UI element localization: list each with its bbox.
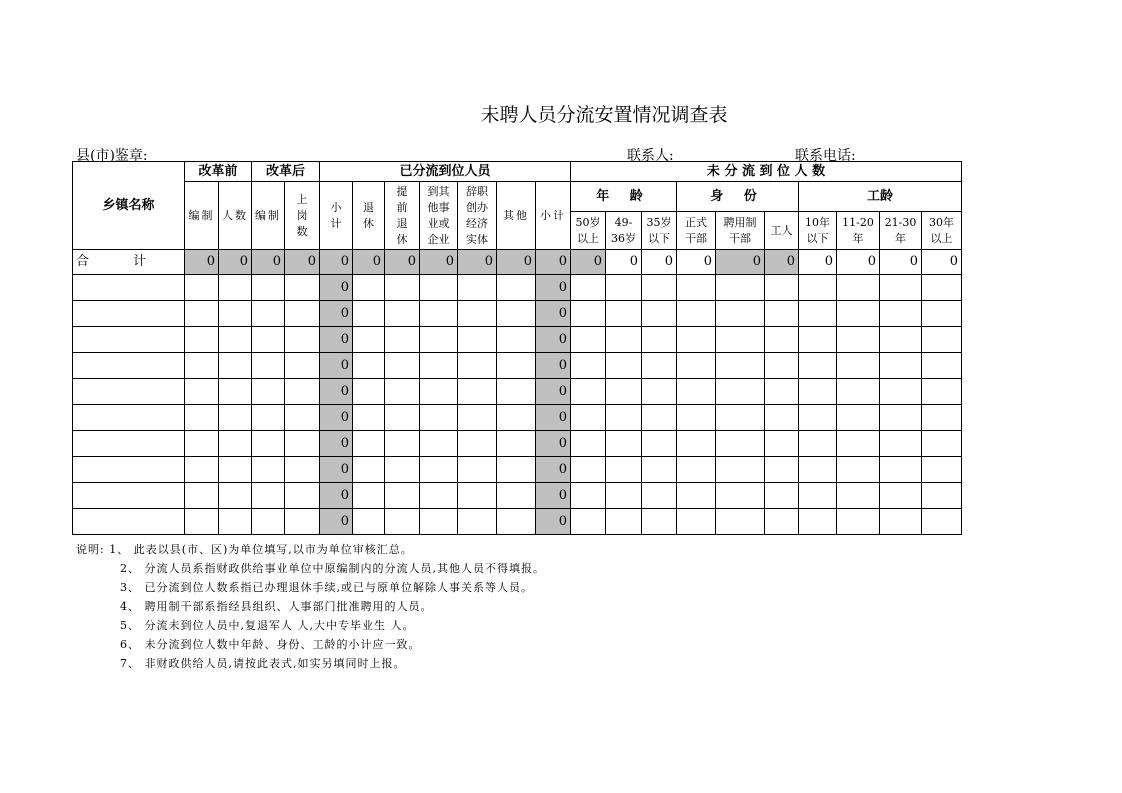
data-cell[interactable] <box>677 431 716 457</box>
data-cell[interactable] <box>922 509 962 535</box>
data-cell[interactable] <box>716 509 765 535</box>
data-cell[interactable] <box>252 301 285 327</box>
data-cell[interactable] <box>285 379 320 405</box>
placed-subtotal-cell: 0 <box>320 405 353 431</box>
data-cell[interactable] <box>677 327 716 353</box>
data-cell[interactable] <box>799 275 837 301</box>
col-own-business: 辞职 创办 经济 实体 <box>458 182 497 250</box>
data-cell[interactable] <box>880 509 922 535</box>
placed-subtotal-cell: 0 <box>320 509 353 535</box>
data-cell[interactable] <box>677 483 716 509</box>
data-cell[interactable] <box>219 405 252 431</box>
data-cell[interactable] <box>353 353 385 379</box>
data-cell[interactable] <box>837 405 880 431</box>
col-subtotal-unplaced: 小计 <box>536 182 571 250</box>
note-line-5: 5、 分流未到位人员中,复退军人 人,大中专毕业生 人。 <box>120 619 415 632</box>
data-cell[interactable] <box>458 457 497 483</box>
data-cell[interactable] <box>716 275 765 301</box>
data-cell[interactable] <box>765 353 799 379</box>
data-cell[interactable] <box>837 301 880 327</box>
data-cell[interactable] <box>765 431 799 457</box>
unplaced-subtotal-cell: 0 <box>536 509 571 535</box>
data-cell[interactable] <box>677 353 716 379</box>
data-cell[interactable] <box>252 353 285 379</box>
placed-subtotal-cell: 0 <box>320 327 353 353</box>
data-cell[interactable] <box>219 379 252 405</box>
data-cell[interactable] <box>606 483 642 509</box>
note-line-7: 7、 非财政供给人员,请按此表式,如实另填同时上报。 <box>120 657 406 670</box>
age-group-header: 年 龄 <box>571 182 677 212</box>
data-cell[interactable] <box>353 405 385 431</box>
col-age-50-plus: 50岁 以上 <box>571 212 606 250</box>
data-cell[interactable] <box>880 353 922 379</box>
data-cell[interactable] <box>385 483 420 509</box>
col-seniority-10-below: 10年 以下 <box>799 212 837 250</box>
data-cell[interactable] <box>420 327 458 353</box>
data-cell[interactable] <box>252 483 285 509</box>
data-cell[interactable] <box>922 457 962 483</box>
data-cell[interactable] <box>252 327 285 353</box>
data-cell[interactable] <box>385 509 420 535</box>
col-worker: 工人 <box>765 212 799 250</box>
data-cell[interactable] <box>606 457 642 483</box>
data-cell[interactable] <box>285 483 320 509</box>
unplaced-subtotal-cell: 0 <box>536 301 571 327</box>
data-cell[interactable] <box>252 379 285 405</box>
data-cell[interactable] <box>285 457 320 483</box>
note-line-3: 3、 已分流到位人数系指已办理退休手续,或已与原单位解除人事关系等人员。 <box>120 581 533 594</box>
data-cell[interactable] <box>642 509 677 535</box>
data-cell[interactable] <box>642 405 677 431</box>
page-title: 未聘人员分流安置情况调查表 <box>480 104 728 126</box>
unplaced-subtotal-cell: 0 <box>536 483 571 509</box>
col-quota-after: 编制 <box>252 182 285 250</box>
data-cell[interactable] <box>606 353 642 379</box>
data-cell[interactable] <box>837 327 880 353</box>
data-cell[interactable] <box>716 483 765 509</box>
data-cell[interactable] <box>185 275 219 301</box>
data-cell[interactable] <box>677 457 716 483</box>
data-cell[interactable] <box>765 327 799 353</box>
data-cell[interactable] <box>922 431 962 457</box>
unplaced-subtotal-cell: 0 <box>536 327 571 353</box>
data-cell[interactable] <box>185 483 219 509</box>
data-cell[interactable] <box>799 327 837 353</box>
col-to-other-units: 到其 他事 业或 企业 <box>420 182 458 250</box>
data-cell[interactable] <box>219 301 252 327</box>
total-cell: 0 <box>497 250 536 275</box>
data-cell[interactable] <box>353 457 385 483</box>
data-cell[interactable] <box>252 457 285 483</box>
data-cell[interactable] <box>420 483 458 509</box>
data-cell[interactable] <box>799 301 837 327</box>
data-cell[interactable] <box>642 431 677 457</box>
data-cell[interactable] <box>837 379 880 405</box>
total-cell: 0 <box>385 250 420 275</box>
table-row <box>73 379 962 405</box>
town-name-cell[interactable] <box>73 327 185 353</box>
data-cell[interactable] <box>458 327 497 353</box>
table-row <box>73 509 962 535</box>
data-cell[interactable] <box>642 327 677 353</box>
data-cell[interactable] <box>642 353 677 379</box>
data-cell[interactable] <box>420 353 458 379</box>
data-cell[interactable] <box>185 509 219 535</box>
placed-subtotal-cell: 0 <box>320 353 353 379</box>
total-cell: 0 <box>922 250 962 275</box>
data-cell[interactable] <box>571 353 606 379</box>
data-cell[interactable] <box>799 509 837 535</box>
town-name-header: 乡镇名称 <box>73 162 185 250</box>
data-cell[interactable] <box>571 327 606 353</box>
unplaced-subtotal-cell: 0 <box>536 353 571 379</box>
data-cell[interactable] <box>219 275 252 301</box>
data-cell[interactable] <box>716 301 765 327</box>
town-name-cell[interactable] <box>73 509 185 535</box>
total-row <box>73 250 962 275</box>
data-cell[interactable] <box>285 509 320 535</box>
data-cell[interactable] <box>922 301 962 327</box>
before-reform-header: 改革前 <box>185 162 252 182</box>
data-cell[interactable] <box>716 327 765 353</box>
table-row <box>73 457 962 483</box>
seniority-group-header: 工龄 <box>799 182 962 212</box>
data-cell[interactable] <box>716 379 765 405</box>
town-name-cell[interactable] <box>73 353 185 379</box>
town-name-cell[interactable] <box>73 405 185 431</box>
data-cell[interactable] <box>880 483 922 509</box>
data-cell[interactable] <box>765 457 799 483</box>
data-cell[interactable] <box>799 379 837 405</box>
data-cell[interactable] <box>571 483 606 509</box>
data-cell[interactable] <box>922 483 962 509</box>
col-other: 其他 <box>497 182 536 250</box>
data-cell[interactable] <box>385 431 420 457</box>
data-cell[interactable] <box>677 509 716 535</box>
col-seniority-30-plus: 30年 以上 <box>922 212 962 250</box>
placed-subtotal-cell: 0 <box>320 275 353 301</box>
placed-group-header: 已分流到位人员 <box>320 162 571 182</box>
total-cell: 0 <box>799 250 837 275</box>
data-cell[interactable] <box>571 509 606 535</box>
data-cell[interactable] <box>765 275 799 301</box>
col-on-post: 上 岗 数 <box>285 182 320 250</box>
unplaced-subtotal-cell: 0 <box>536 275 571 301</box>
col-subtotal: 小 计 <box>320 182 353 250</box>
total-cell: 0 <box>571 250 606 275</box>
total-cell: 0 <box>642 250 677 275</box>
data-cell[interactable] <box>716 431 765 457</box>
data-cell[interactable] <box>799 483 837 509</box>
note-line-4: 4、 聘用制干部系指经县组织、人事部门批准聘用的人员。 <box>120 600 433 613</box>
data-cell[interactable] <box>880 379 922 405</box>
data-cell[interactable] <box>353 431 385 457</box>
total-cell: 0 <box>285 250 320 275</box>
data-cell[interactable] <box>353 483 385 509</box>
town-name-cell[interactable] <box>73 275 185 301</box>
placed-subtotal-cell: 0 <box>320 301 353 327</box>
data-cell[interactable] <box>385 301 420 327</box>
survey-table <box>72 161 962 535</box>
data-cell[interactable] <box>420 405 458 431</box>
data-cell[interactable] <box>497 327 536 353</box>
data-cell[interactable] <box>353 301 385 327</box>
data-cell[interactable] <box>420 457 458 483</box>
data-cell[interactable] <box>880 457 922 483</box>
data-cell[interactable] <box>458 275 497 301</box>
data-cell[interactable] <box>385 327 420 353</box>
data-cell[interactable] <box>420 301 458 327</box>
data-cell[interactable] <box>922 379 962 405</box>
data-cell[interactable] <box>716 353 765 379</box>
data-cell[interactable] <box>765 379 799 405</box>
total-cell: 0 <box>252 250 285 275</box>
data-cell[interactable] <box>922 275 962 301</box>
data-cell[interactable] <box>385 379 420 405</box>
placed-subtotal-cell: 0 <box>320 431 353 457</box>
data-cell[interactable] <box>185 457 219 483</box>
data-cell[interactable] <box>677 379 716 405</box>
data-cell[interactable] <box>252 431 285 457</box>
data-cell[interactable] <box>497 483 536 509</box>
data-cell[interactable] <box>642 483 677 509</box>
data-cell[interactable] <box>606 327 642 353</box>
data-cell[interactable] <box>880 431 922 457</box>
data-cell[interactable] <box>922 405 962 431</box>
data-cell[interactable] <box>799 457 837 483</box>
data-cell[interactable] <box>606 509 642 535</box>
data-cell[interactable] <box>837 275 880 301</box>
unplaced-subtotal-cell: 0 <box>536 457 571 483</box>
data-cell[interactable] <box>285 431 320 457</box>
data-cell[interactable] <box>922 353 962 379</box>
contact-phone-label: 联系电话: <box>795 148 856 164</box>
contact-person-label: 联系人: <box>627 148 674 164</box>
data-cell[interactable] <box>353 327 385 353</box>
placed-subtotal-cell: 0 <box>320 483 353 509</box>
data-cell[interactable] <box>880 327 922 353</box>
note-line-1: 说明: 1、 此表以县(市、区)为单位填写,以市为单位审核汇总。 <box>76 543 413 556</box>
data-cell[interactable] <box>219 457 252 483</box>
identity-group-header: 身 份 <box>677 182 799 212</box>
data-cell[interactable] <box>880 301 922 327</box>
col-seniority-21-30: 21-30 年 <box>880 212 922 250</box>
data-cell[interactable] <box>606 405 642 431</box>
table-row <box>73 431 962 457</box>
note-line-2: 2、 分流人员系指财政供给事业单位中原编制内的分流人员,其他人员不得填报。 <box>120 562 545 575</box>
data-cell[interactable] <box>458 509 497 535</box>
data-cell[interactable] <box>285 301 320 327</box>
town-name-cell[interactable] <box>73 431 185 457</box>
data-cell[interactable] <box>677 405 716 431</box>
table-row <box>73 301 962 327</box>
col-early-retired: 提 前 退 休 <box>385 182 420 250</box>
total-cell: 0 <box>880 250 922 275</box>
data-cell[interactable] <box>606 431 642 457</box>
data-cell[interactable] <box>497 301 536 327</box>
table-row <box>73 327 962 353</box>
data-cell[interactable] <box>285 405 320 431</box>
total-cell: 0 <box>353 250 385 275</box>
data-cell[interactable] <box>420 275 458 301</box>
data-cell[interactable] <box>497 275 536 301</box>
data-cell[interactable] <box>353 379 385 405</box>
total-cell: 0 <box>837 250 880 275</box>
col-retired: 退 休 <box>353 182 385 250</box>
col-seniority-11-20: 11-20 年 <box>837 212 880 250</box>
total-cell: 0 <box>716 250 765 275</box>
data-cell[interactable] <box>571 405 606 431</box>
data-cell[interactable] <box>185 301 219 327</box>
col-headcount: 人数 <box>219 182 252 250</box>
county-seal-label: 县(市)鉴章: <box>76 148 148 164</box>
data-cell[interactable] <box>497 509 536 535</box>
table-row <box>73 353 962 379</box>
data-cell[interactable] <box>497 457 536 483</box>
after-reform-header: 改革后 <box>252 162 320 182</box>
table-row <box>73 405 962 431</box>
data-cell[interactable] <box>353 275 385 301</box>
total-cell: 0 <box>420 250 458 275</box>
data-cell[interactable] <box>353 509 385 535</box>
total-cell: 0 <box>536 250 571 275</box>
data-cell[interactable] <box>252 275 285 301</box>
unplaced-subtotal-cell: 0 <box>536 379 571 405</box>
col-quota: 编制 <box>185 182 219 250</box>
data-cell[interactable] <box>420 431 458 457</box>
data-cell[interactable] <box>837 483 880 509</box>
data-cell[interactable] <box>385 353 420 379</box>
data-cell[interactable] <box>458 353 497 379</box>
data-cell[interactable] <box>252 405 285 431</box>
table-row <box>73 275 962 301</box>
data-cell[interactable] <box>799 405 837 431</box>
data-cell[interactable] <box>606 379 642 405</box>
total-cell: 0 <box>677 250 716 275</box>
total-cell: 0 <box>458 250 497 275</box>
col-formal-cadre: 正式 干部 <box>677 212 716 250</box>
data-cell[interactable] <box>837 353 880 379</box>
data-cell[interactable] <box>642 457 677 483</box>
data-cell[interactable] <box>837 457 880 483</box>
data-cell[interactable] <box>219 431 252 457</box>
data-cell[interactable] <box>497 353 536 379</box>
data-cell[interactable] <box>285 353 320 379</box>
data-cell[interactable] <box>677 301 716 327</box>
data-cell[interactable] <box>606 275 642 301</box>
placed-subtotal-cell: 0 <box>320 379 353 405</box>
total-cell: 0 <box>219 250 252 275</box>
data-cell[interactable] <box>458 483 497 509</box>
data-cell[interactable] <box>799 431 837 457</box>
data-cell[interactable] <box>497 379 536 405</box>
data-cell[interactable] <box>571 457 606 483</box>
data-cell[interactable] <box>185 431 219 457</box>
data-cell[interactable] <box>642 301 677 327</box>
data-cell[interactable] <box>219 509 252 535</box>
note-line-6: 6、 未分流到位人数中年龄、身份、工龄的小计应一致。 <box>120 638 421 651</box>
col-age-35-below: 35岁 以下 <box>642 212 677 250</box>
data-cell[interactable] <box>285 327 320 353</box>
data-cell[interactable] <box>497 431 536 457</box>
data-cell[interactable] <box>285 275 320 301</box>
unplaced-group-header: 未 分 流 到 位 人 数 <box>571 162 962 182</box>
data-cell[interactable] <box>642 379 677 405</box>
data-cell[interactable] <box>185 327 219 353</box>
unplaced-subtotal-cell: 0 <box>536 431 571 457</box>
data-cell[interactable] <box>837 509 880 535</box>
total-cell: 0 <box>185 250 219 275</box>
data-cell[interactable] <box>922 327 962 353</box>
town-name-cell[interactable] <box>73 301 185 327</box>
data-cell[interactable] <box>765 405 799 431</box>
col-age-49-36: 49- 36岁 <box>606 212 642 250</box>
notes <box>76 540 545 673</box>
data-cell[interactable] <box>677 275 716 301</box>
data-cell[interactable] <box>458 379 497 405</box>
total-cell: 0 <box>765 250 799 275</box>
town-name-cell[interactable] <box>73 483 185 509</box>
data-cell[interactable] <box>252 509 285 535</box>
data-cell[interactable] <box>219 483 252 509</box>
data-cell[interactable] <box>765 509 799 535</box>
data-cell[interactable] <box>185 379 219 405</box>
col-contract-cadre: 聘用制 干部 <box>716 212 765 250</box>
total-label: 合 计 <box>73 250 185 275</box>
data-cell[interactable] <box>799 353 837 379</box>
data-cell[interactable] <box>185 353 219 379</box>
total-cell: 0 <box>320 250 353 275</box>
data-cell[interactable] <box>571 431 606 457</box>
data-cell[interactable] <box>765 301 799 327</box>
data-cell[interactable] <box>185 405 219 431</box>
data-cell[interactable] <box>385 457 420 483</box>
unplaced-subtotal-cell: 0 <box>536 405 571 431</box>
data-cell[interactable] <box>837 431 880 457</box>
data-cell[interactable] <box>880 405 922 431</box>
data-cell[interactable] <box>219 353 252 379</box>
data-cell[interactable] <box>642 275 677 301</box>
data-cell[interactable] <box>458 431 497 457</box>
town-name-cell[interactable] <box>73 457 185 483</box>
data-cell[interactable] <box>458 405 497 431</box>
data-cell[interactable] <box>716 405 765 431</box>
data-cell[interactable] <box>219 327 252 353</box>
data-cell[interactable] <box>420 379 458 405</box>
data-cell[interactable] <box>571 379 606 405</box>
data-cell[interactable] <box>420 509 458 535</box>
data-cell[interactable] <box>880 275 922 301</box>
data-cell[interactable] <box>606 301 642 327</box>
data-cell[interactable] <box>497 405 536 431</box>
data-cell[interactable] <box>765 483 799 509</box>
data-cell[interactable] <box>716 457 765 483</box>
data-cell[interactable] <box>458 301 497 327</box>
total-cell: 0 <box>606 250 642 275</box>
data-cell[interactable] <box>571 301 606 327</box>
data-cell[interactable] <box>385 275 420 301</box>
placed-subtotal-cell: 0 <box>320 457 353 483</box>
data-cell[interactable] <box>571 275 606 301</box>
table-row <box>73 483 962 509</box>
town-name-cell[interactable] <box>73 379 185 405</box>
data-cell[interactable] <box>385 405 420 431</box>
